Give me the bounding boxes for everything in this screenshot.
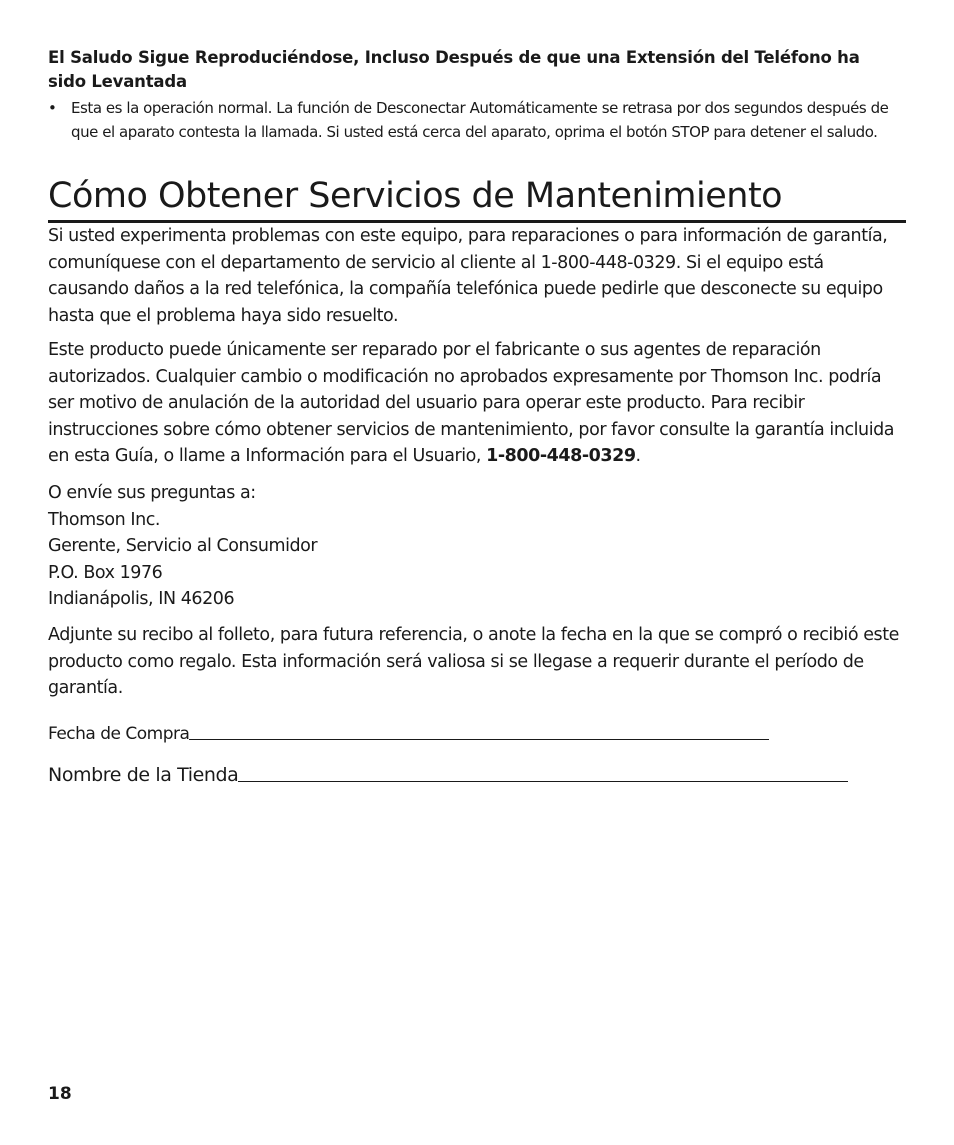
store-name-field [48, 764, 848, 786]
page-number: 18 [48, 1084, 72, 1104]
greeting-issue-heading: El Saludo Sigue Reproduciéndose, Incluso Después de que una Extensión del Teléfono ha sido Levantada [48, 48, 860, 91]
bullet-item [48, 96, 908, 144]
service-paragraph-2-end: . [635, 446, 641, 466]
bullet-text: Esta es la operación normal. La función de Desconectar Automáticamente se retrasa por dos segundos después de que el aparato contesta la llamada. Si usted está cerca del aparato, oprima el botón STOP para detener el saludo. [71, 99, 889, 141]
purchase-date-field [48, 724, 769, 744]
section-title: Cómo Obtener Servicios de Mantenimiento [48, 172, 906, 223]
address-intro: O envíe sus preguntas a: [48, 483, 256, 503]
store-name-label: Nombre de la Tienda [48, 764, 239, 786]
service-paragraph-1: Si usted experimenta problemas con este equipo, para reparaciones o para información de garantía, comuníquese con el departamento de servicio al cliente al 1-800-448-0329. Si el equipo está causando daños a la red telefónica, la compañía telefónica puede pedirle que desconecte su equipo hasta que el problema haya sido resuelto. [48, 226, 888, 326]
bullet-marker: • [48, 99, 57, 117]
receipt-paragraph: Adjunte su recibo al folleto, para futura referencia, o anote la fecha en la que se compró o recibió este producto como regalo. Esta información será valiosa si se llegase a requerir durante el período de garantía. [48, 625, 899, 698]
purchase-date-blank [189, 738, 769, 740]
address-city: Indianápolis, IN 46206 [48, 589, 235, 609]
address-department: Gerente, Servicio al Consumidor [48, 536, 318, 556]
address-company: Thomson Inc. [48, 509, 161, 530]
support-phone-number: 1-800-448-0329 [486, 446, 636, 466]
purchase-date-label: Fecha de Compra [48, 724, 190, 744]
service-paragraph-2-text: Este producto puede únicamente ser reparado por el fabricante o sus agentes de reparación autorizados. Cualquier cambio o modificación no aprobados expresamente por Thomson Inc. podría ser motivo de anulación de la autoridad del usuario para operar este producto. Para recibir instrucciones sobre cómo obtener servicios de mantenimiento, por favor consulte la garantía incluida en esta Guía, o llame a Información para el Usuario, [48, 340, 895, 466]
service-paragraph-2 [48, 337, 908, 470]
mailing-address [48, 480, 908, 613]
address-po-box: P.O. Box 1976 [48, 562, 163, 583]
store-name-blank [238, 780, 848, 782]
